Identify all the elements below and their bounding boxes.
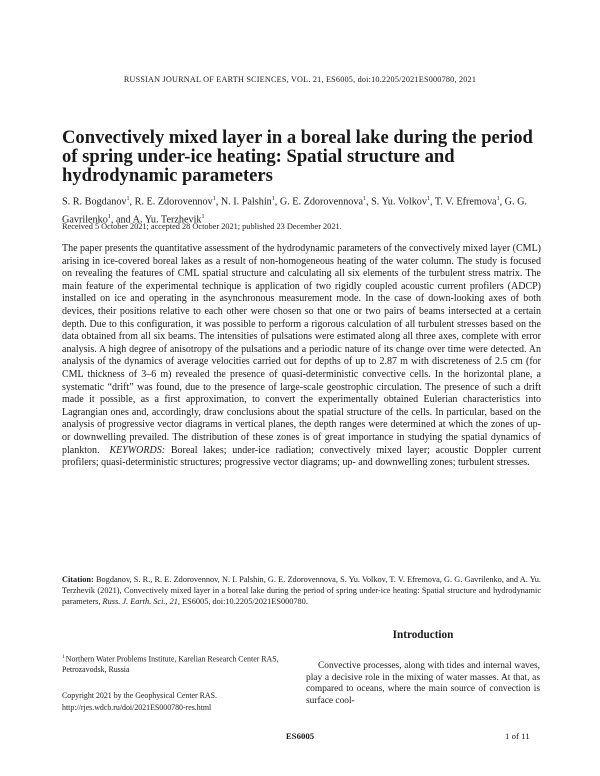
footer-article-id: ES6005 — [285, 731, 315, 741]
affiliation-footnote — [62, 652, 294, 676]
copyright-notice: Copyright 2021 by the Geophysical Center RAS. — [62, 691, 217, 700]
citation-tail: ES6005, doi:10.2205/2021ES000780. — [182, 597, 308, 607]
doi-url[interactable]: http://rjes.wdcb.ru/doi/2021ES000780-res.html — [62, 702, 212, 712]
footnote-mark: 1 — [62, 654, 65, 660]
affiliation-mark: 1 — [271, 196, 275, 202]
copyright-block — [62, 690, 294, 713]
publication-dates: Received 5 October 2021; accepted 28 October 2021; published 23 December 2021. — [62, 222, 342, 231]
affiliation-mark: 1 — [201, 213, 205, 220]
introduction-text: Convective processes, along with tides and internal waves, play a decisive role in the mixing of water masses. At that, as compared to oceans, where the main source of convection is surface cool- — [306, 661, 540, 706]
affiliation-mark: 1 — [212, 196, 216, 202]
affiliation-mark: 1 — [426, 196, 430, 202]
affiliation-mark: 1 — [126, 196, 130, 202]
citation-label: Citation: — [62, 575, 94, 584]
author-name: , G. E. Zdorovennova — [274, 196, 364, 208]
citation — [62, 574, 541, 608]
affiliation-mark: 1 — [363, 196, 367, 202]
abstract — [62, 243, 541, 470]
footer-page-number: 1 of 11 — [505, 731, 530, 741]
abstract-text: The paper presents the quantitative assessment of the hydrodynamic parameters of the convectively mixed layer (CML) arising in ice-covered boreal lakes as a result of non-homogeneous heating of the water column. The study is focused on revealing the features of CML spatial structure and calculating all six elements of the turbulent stress matrix. The main feature of the experimental technique is application of two rigidly coupled acoustic current profilers (ADCP) installed on ice and operating in the asynchronous measurement mode. In the case of down-looking axes of both devices, their positions relative to each other were chosen so that one or two pairs of beams intersected at a certain depth. Due to this configuration, it was possible to perform a rigorous calculation of all turbulent stresses based on the data obtained from all six beams. The intensities of pulsations were estimated along all three axes, complete with error analysis. A high degree of anisotropy of the pulsations and a periodic nature of its change over time were detected. An analysis of the dynamics of average velocities carried out for depths of up to 2.87 m with discreteness of 2.5 cm (for CML thickness of 3–6 m) revealed the presence of quasi-deterministic convective cells. In the horizontal plane, a systematic “drift” was found, due to the presence of large-scale geostrophic circulation. The presence of such a drift made it possible, as a first approximation, to convert the experimentally obtained Eulerian characteristics into Lagrangian ones and, accordingly, draw conclusions about the spatial structure of the cells. In particular, based on the analysis of progressive vector diagrams in vertical planes, the depth ranges were determined at which the zones of up- or downwelling prevailed. The distribution of these zones is of great importance in studying the spatial dynamics of plankton. — [62, 243, 542, 456]
paper-title: Convectively mixed layer in a boreal lake during the period of spring under-ice heating: Spatial structure and hydrodynamic parameters — [62, 127, 533, 186]
author-name: , S. Yu. Volkov — [366, 196, 427, 208]
affiliation-mark: 1 — [496, 196, 500, 202]
footnote-text: Northern Water Problems Institute, Karelian Research Center RAS, Petrozavodsk, Russia — [62, 654, 279, 675]
section-heading-introduction: Introduction — [392, 629, 454, 641]
author-name: S. R. Bogdanov — [62, 196, 127, 208]
running-head: RUSSIAN JOURNAL OF EARTH SCIENCES, VOL. 21, ES6005, doi:10.2205/2021ES000780, 2021 — [123, 75, 477, 84]
keywords-label: KEYWORDS: — [109, 444, 166, 456]
introduction-paragraph — [306, 661, 540, 707]
affiliation-mark: 1 — [107, 213, 111, 220]
author-name: , N. I. Palshin — [215, 196, 272, 208]
citation-journal: Russ. J. Earth. Sci., 21, — [102, 597, 180, 607]
citation-text: Bogdanov, S. R., R. E. Zdorovennov, N. I. Palshin, G. E. Zdorovennova, S. Yu. Volkov, T. V. Efremova, G. G. Gavrilenko, and A. Yu. Terzhevik (2021), Convectively mixed layer in a boreal lake during the period of spring under-ice heating: Spatial structure and hydrodynamic parameters, — [62, 575, 541, 607]
author-name: , G. G. Gavrilenko — [62, 196, 528, 226]
author-name: , R. E. Zdorovennov — [129, 196, 213, 208]
author-name: , and A. Yu. Terzhevik — [110, 214, 202, 226]
keywords-text: Boreal lakes; under-ice radiation; convectively mixed layer; acoustic Doppler current profilers; quasi-deterministic structures; progressive vector diagrams; up- and downwelling zones; turbulent stresses. — [62, 444, 541, 469]
author-name: , T. V. Efremova — [429, 196, 497, 208]
